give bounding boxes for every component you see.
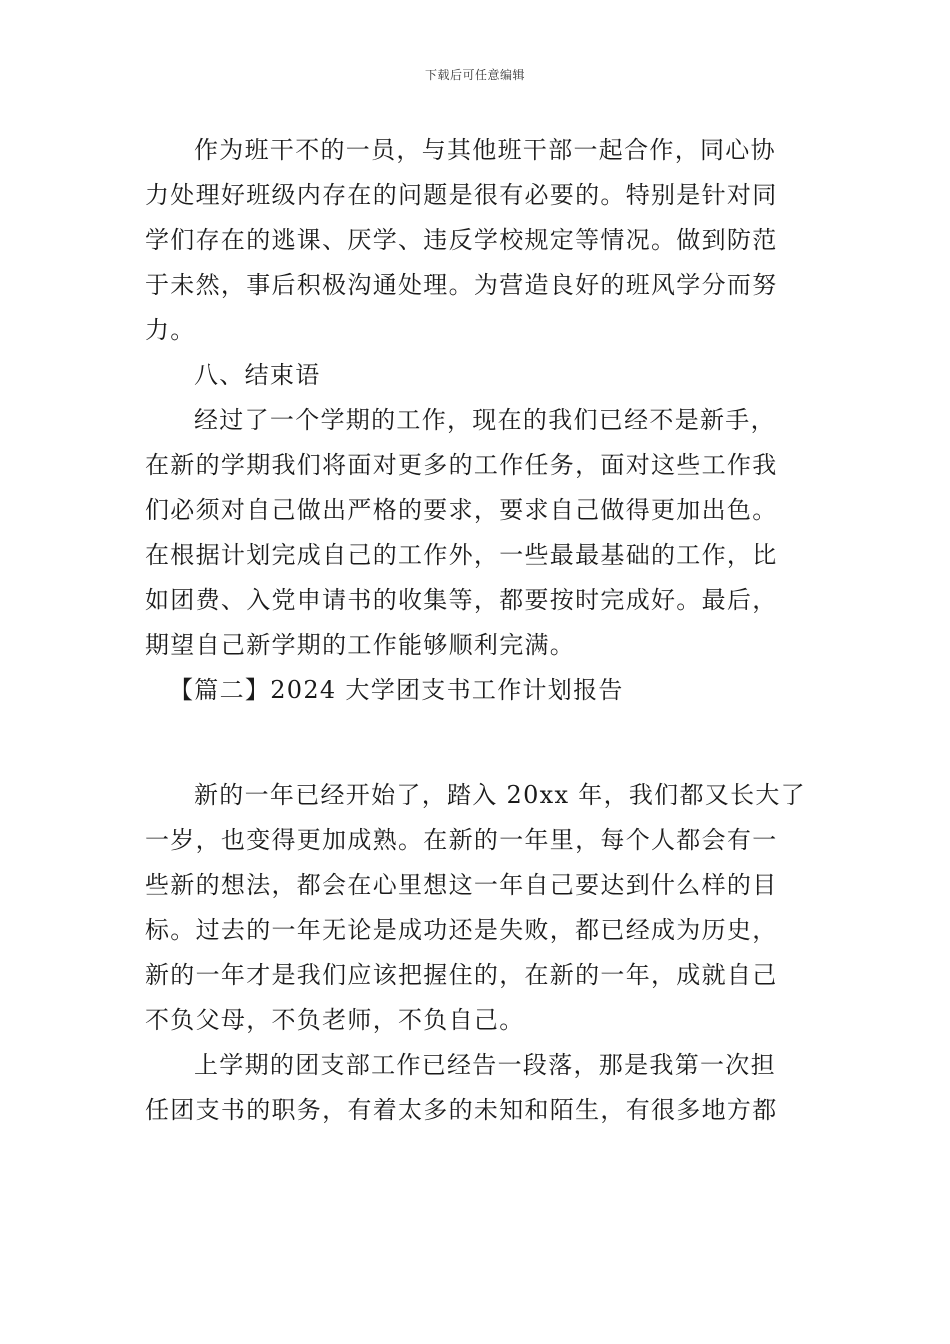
text-line: 在根据计划完成自己的工作外，一些最最基础的工作，比 (145, 541, 778, 569)
section-heading-conclusion: 八、结束语 (194, 361, 321, 389)
text-line: 力处理好班级内存在的问题是很有必要的。特别是针对同 (145, 181, 778, 209)
text-line: 于未然，事后积极沟通处理。为营造良好的班风学分而努 (145, 271, 778, 299)
article-title: 【篇二】2024 大学团支书工作计划报告 (169, 676, 624, 704)
text-line: 标。过去的一年无论是成功还是失败，都已经成为历史， (145, 916, 778, 944)
text-line: 在新的学期我们将面对更多的工作任务，面对这些工作我 (145, 451, 778, 479)
text-line: 期望自己新学期的工作能够顺利完满。 (145, 631, 576, 659)
text-line: 新的一年才是我们应该把握住的，在新的一年，成就自己 (145, 961, 778, 989)
paragraph-last-semester (145, 1043, 815, 1133)
text-line: 们必须对自己做出严格的要求，要求自己做得更加出色。 (145, 496, 778, 524)
text-line: 如团费、入党申请书的收集等，都要按时完成好。最后， (145, 586, 778, 614)
paragraph-class-cooperation (145, 128, 815, 353)
document-body (145, 128, 815, 1133)
text-line: 不负父母，不负老师，不负自己。 (145, 1006, 525, 1034)
paragraph-new-year (145, 773, 815, 1043)
text-line: 力。 (145, 316, 196, 344)
text-line: 上学期的团支部工作已经告一段落，那是我第一次担 (194, 1051, 776, 1079)
text-line: 一岁，也变得更加成熟。在新的一年里，每个人都会有一 (145, 826, 778, 854)
text-line: 经过了一个学期的工作，现在的我们已经不是新手， (194, 406, 776, 434)
text-line: 学们存在的逃课、厌学、违反学校规定等情况。做到防范 (145, 226, 778, 254)
text-line: 新的一年已经开始了，踏入 20xx 年，我们都又长大了 (194, 781, 806, 809)
paragraph-conclusion (145, 398, 815, 668)
header-note: 下载后可任意编辑 (424, 68, 525, 82)
text-line: 些新的想法，都会在心里想这一年自己要达到什么样的目 (145, 871, 778, 899)
text-line: 任团支书的职务，有着太多的未知和陌生，有很多地方都 (145, 1096, 778, 1124)
text-line: 作为班干不的一员，与其他班干部一起合作，同心协 (194, 136, 776, 164)
blank-spacer (145, 713, 815, 773)
